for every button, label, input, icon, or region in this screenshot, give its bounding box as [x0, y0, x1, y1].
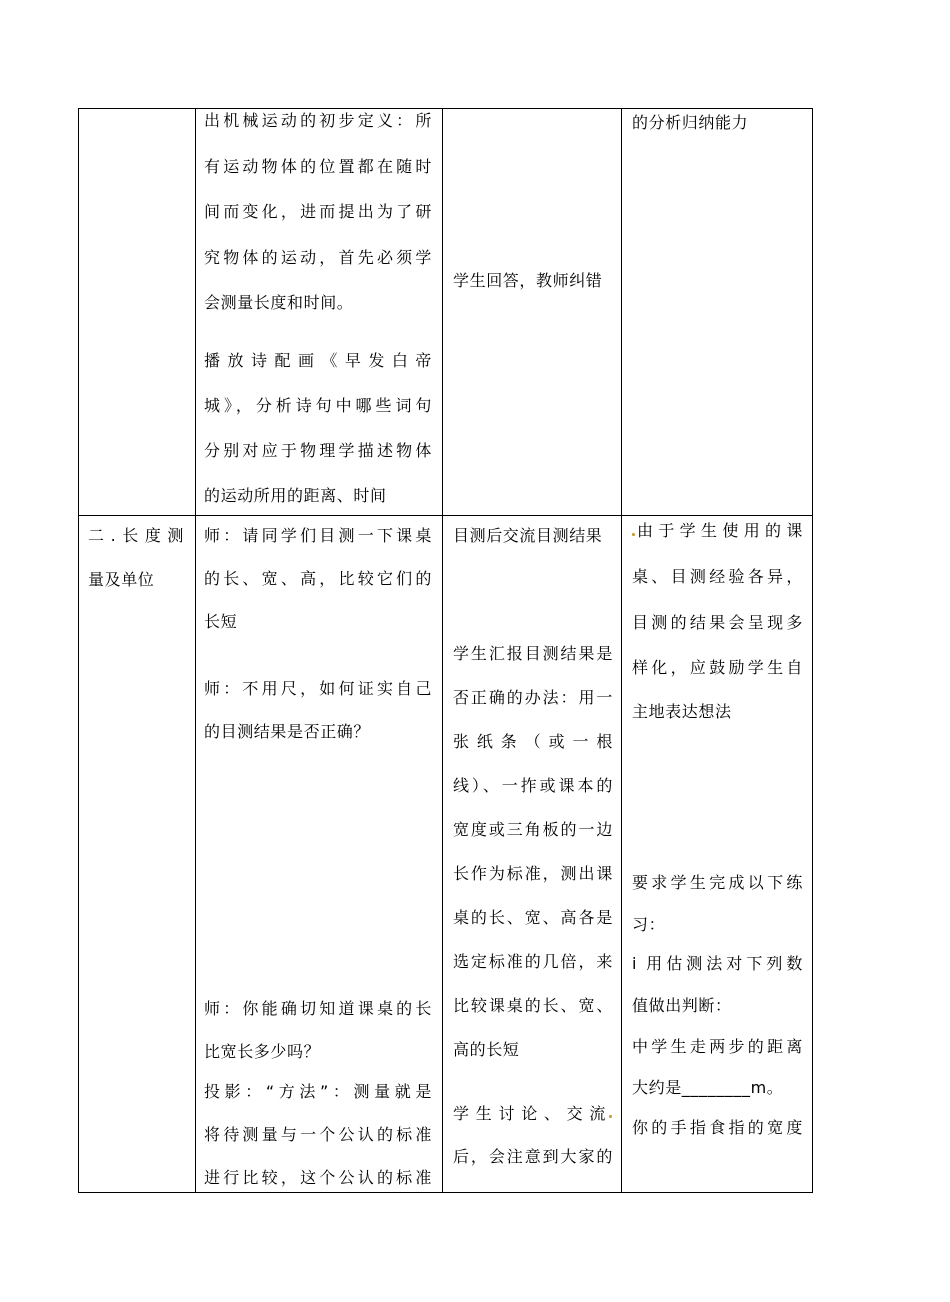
column-divider-3 — [621, 108, 622, 1193]
stage-text-line: 量及单位 — [88, 570, 155, 589]
teacher-text-line: 进行比较，这个公认的标准 — [204, 1168, 432, 1187]
student-text-line: 否正确的办法：用一 — [453, 688, 613, 707]
teacher-text-line: 将待测量与一个公认的标准 — [204, 1125, 432, 1144]
teacher-text-line: 的目测结果是否正确？ — [204, 722, 371, 741]
intent-text-line: 值做出判断： — [632, 996, 732, 1015]
teacher-text-line: 播放诗配画《早发白帝 — [204, 351, 432, 370]
stage-text-line: 二.长度测 — [88, 526, 184, 545]
intent-text-line: 目测的结果会呈现多 — [632, 613, 803, 632]
teacher-text-line: 间而变化，进而提出为了研 — [204, 202, 432, 221]
intent-text-line: 要求学生完成以下练 — [632, 873, 803, 892]
teacher-text-line: 的长、宽、高，比较它们的 — [204, 569, 432, 588]
teacher-text-line: 师：请同学们目测一下课桌 — [204, 526, 432, 545]
student-text-line: 后，会注意到大家的 — [453, 1147, 613, 1166]
column-divider-1 — [195, 108, 196, 1193]
student-text-line: 选定标准的几倍，来 — [453, 952, 613, 971]
student-text-line: 学生讨论、交流 — [453, 1104, 606, 1123]
student-text-line: 宽度或三角板的一边 — [453, 820, 613, 839]
teacher-text-line: 有运动物体的位置都在随时 — [204, 157, 432, 176]
table-left-border — [78, 108, 79, 1193]
student-text-line: 比较课桌的长、宽、 — [453, 996, 613, 1015]
teacher-text-line: 长短 — [204, 612, 238, 631]
table-right-border — [812, 108, 813, 1193]
intent-text-line: 中学生走两步的距离 — [632, 1037, 803, 1056]
teacher-text-line: 师：你能确切知道课桌的长 — [204, 999, 432, 1018]
intent-text-line: 样化，应鼓励学生自 — [632, 658, 803, 677]
intent-text-line: 大约是________m。 — [632, 1078, 784, 1097]
student-text-line: 桌的长、宽、高各是 — [453, 908, 613, 927]
teacher-text-line: 会测量长度和时间。 — [204, 293, 354, 312]
intent-text-line: 桌、目测经验各异， — [632, 567, 803, 586]
student-text-line: 长作为标准，测出课 — [453, 864, 613, 883]
student-text-line: 高的长短 — [453, 1040, 520, 1059]
teacher-text-line: 出机械运动的初步定义：所 — [204, 111, 432, 130]
lesson-plan-table — [78, 108, 813, 1193]
student-text-line: 目测后交流目测结果 — [453, 526, 603, 545]
teacher-text-line: 究物体的运动，首先必须学 — [204, 248, 432, 267]
student-text-line: 学生回答，教师纠错 — [453, 271, 603, 290]
intent-text-line: 习： — [632, 915, 666, 934]
marker-dot — [632, 533, 635, 536]
column-divider-2 — [442, 108, 443, 1193]
row-divider — [78, 515, 813, 516]
teacher-text-line: 比宽长多少吗？ — [204, 1042, 321, 1061]
intent-text-line: 主地表达想法 — [632, 702, 732, 721]
teacher-text-line: 投影：“方法”：测量就是 — [204, 1082, 432, 1101]
intent-text-line: 你的手指食指的宽度 — [632, 1118, 803, 1137]
student-text-line: 张纸条（或一根 — [453, 732, 613, 751]
intent-text-line: 由于学生使用的课 — [637, 521, 803, 540]
student-text-line: 学生汇报目测结果是 — [453, 644, 613, 663]
student-text-line: 线）、一拃或课本的 — [453, 776, 613, 795]
teacher-text-line: 分别对应于物理学描述物体 — [204, 441, 432, 460]
intent-text-line: i 用估测法对下列数 — [632, 954, 803, 973]
intent-text-line: 的分析归纳能力 — [632, 113, 749, 132]
teacher-text-line: 师：不用尺，如何证实自己 — [204, 679, 432, 698]
table-top-border — [78, 108, 813, 109]
teacher-text-line: 城》，分析诗句中哪些词句 — [204, 396, 432, 415]
table-bottom-border — [78, 1192, 813, 1193]
marker-dot — [609, 1115, 612, 1118]
teacher-text-line: 的运动所用的距离、时间 — [204, 486, 387, 505]
